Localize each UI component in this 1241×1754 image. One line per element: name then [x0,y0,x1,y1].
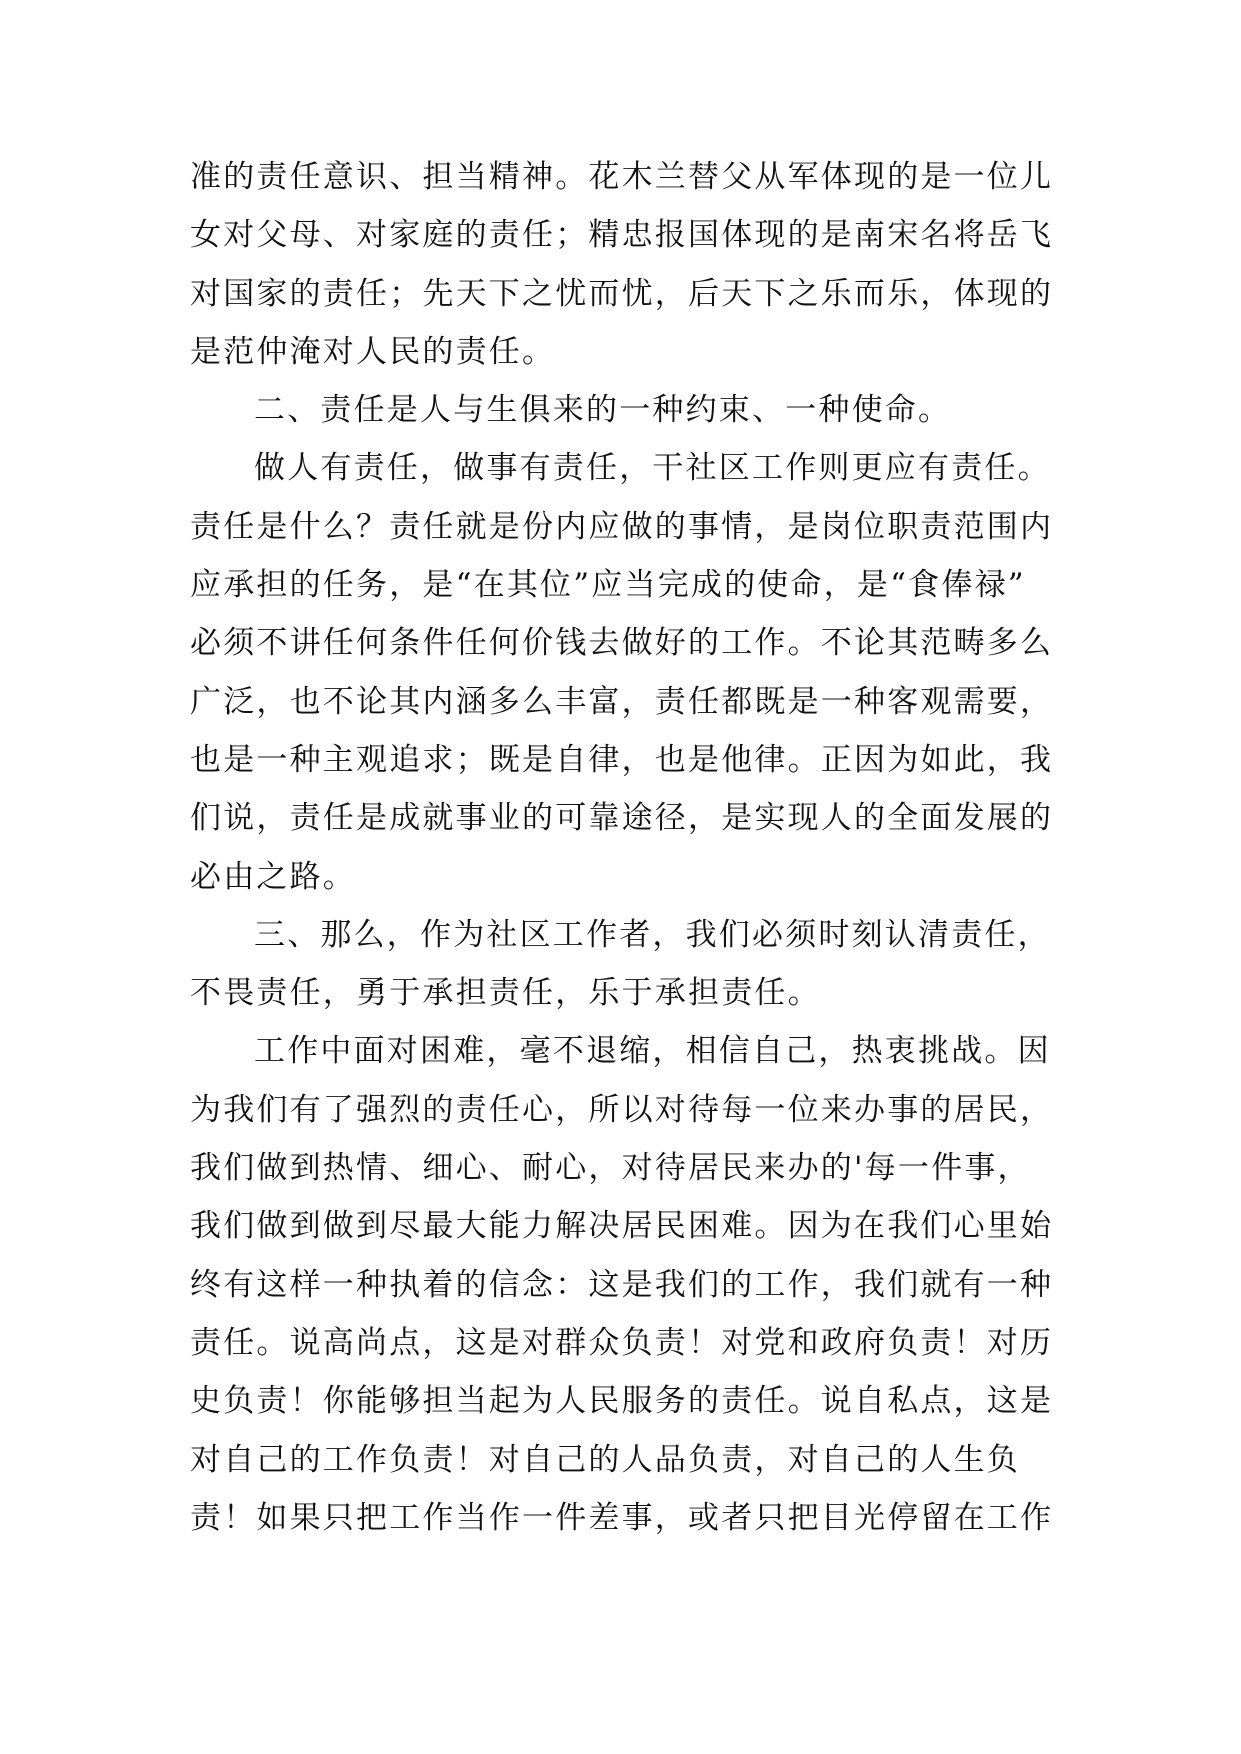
text-line: 工作中面对困难，毫不退缩，相信自己，热衷挑战。因 [254,1033,1051,1070]
text-line: 史负责！你能够担当起为人民服务的责任。说自私点，这是 [190,1383,1054,1420]
text-line: 对国家的责任；先天下之忧而忧，后天下之乐而乐，体现的 [190,275,1054,312]
section-heading: 二、责任是人与生俱来的一种约束、一种使命。 [254,392,952,429]
text-line: 责任。说高尚点，这是对群众负责！对党和政府负责！对历 [190,1324,1054,1361]
text-line: 我们做到热情、细心、耐心，对待居民来办的'每一件事， [190,1150,1031,1187]
text-line: 广泛，也不论其内涵多么丰富，责任都既是一种客观需要， [190,683,1054,720]
text-line: 准的责任意识、担当精神。花木兰替父从军体现的是一位儿 [190,159,1054,195]
text-line: 不畏责任，勇于承担责任，乐于承担责任。 [190,975,821,1012]
section-heading: 三、那么，作为社区工作者，我们必须时刻认清责任， [254,916,1051,953]
text-line: 我们做到做到尽最大能力解决居民困难。因为在我们心里始 [190,1208,1054,1245]
text-line: 终有这样一种执着的信念：这是我们的工作，我们就有一种 [190,1266,1054,1303]
text-line: 必须不讲任何条件任何价钱去做好的工作。不论其范畴多么 [190,625,1054,662]
text-line: 责！如果只把工作当作一件差事，或者只把目光停留在工作 [190,1499,1054,1536]
body-text [190,157,1070,1556]
text-line: 做人有责任，做事有责任，干社区工作则更应有责任。 [254,450,1051,487]
text-line: 也是一种主观追求；既是自律，也是他律。正因为如此，我 [190,741,1054,778]
text-line: 对自己的工作负责！对自己的人品负责，对自己的人生负 [190,1441,1020,1478]
text-line: 责任是什么？责任就是份内应做的事情，是岗位职责范围内 [190,508,1054,545]
text-line: 们说，责任是成就事业的可靠途径，是实现人的全面发展的 [190,800,1054,837]
text-line: 女对父母、对家庭的责任；精忠报国体现的是南宋名将岳飞 [190,217,1054,254]
text-line: 应承担的任务，是“在其位”应当完成的使命，是“食俸禄” [190,567,1026,604]
text-line: 必由之路。 [190,858,356,895]
text-line: 是范仲淹对人民的责任。 [190,333,556,370]
text-line: 为我们有了强烈的责任心，所以对待每一位来办事的居民， [190,1091,1054,1128]
